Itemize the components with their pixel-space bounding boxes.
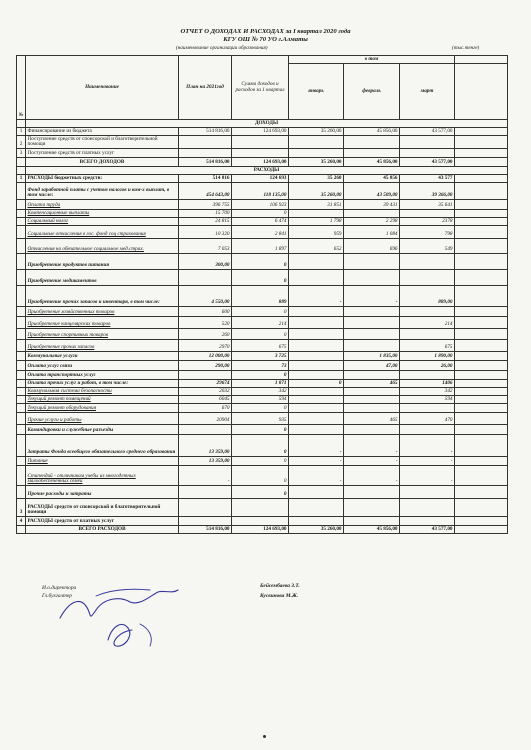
table-row: Оплата труда 396 755 106 923 31 851 39 431 35 641 <box>17 200 508 210</box>
table-row: 4 РАСХОДЫ средств от платных услуг <box>17 517 508 526</box>
col-name-header: Наименование <box>26 56 179 120</box>
col-plan-header: План на 2021год <box>179 56 232 120</box>
table-row: Коммунальная система безопасности 2032 342 342 <box>17 388 508 396</box>
col-intom-header: в том <box>289 56 455 64</box>
table-row: Затраты Фонда всеобщего обязательного среднего образования 13 359,00 0 - - - <box>17 435 508 457</box>
table-row: Текущий ремонт оборудования 670 0 <box>17 404 508 413</box>
organization-caption: (наименование организации образования) <box>176 45 268 51</box>
table-row: Приобретение продуктов питания 300,00 0 <box>17 254 508 270</box>
table-row: 3 Поступление средств от платных услуг <box>17 149 508 158</box>
table-row: Оплата прочих услуг и работ, в том числе: 29674 1 871 0 465 1406 <box>17 380 508 388</box>
table-row: Отчисления на обязательное социальное мед.страх. 7 053 1 897 652 696 549 <box>17 239 508 254</box>
expense-total-row: ВСЕГО РАСХОДОВ 514 816,00 124 693,00 35 260,00 45 856,00 43 577,00 <box>17 526 508 534</box>
col-feb-header: февраль <box>344 64 400 120</box>
table-row: Приобретение прочих запасов и инвентаря, в том числе: 4 550,00 889 - - 889,00 <box>17 286 508 307</box>
col-mar-header: март <box>400 64 455 120</box>
signature-image <box>0 570 531 660</box>
table-header-row <box>17 56 508 64</box>
income-total-row: ВСЕГО ДОХОДОВ 514 816,00 124 693,00 35 260,00 45 856,00 43 577,00 <box>17 158 508 167</box>
col-jan-header: январь <box>289 64 344 120</box>
table-row: 1 РАСХОДЫ бюджетных средств: 514 816 124 693 35 260 45 856 43 577 <box>17 175 508 183</box>
table-row: Компенсационные выплаты 15 700 0 <box>17 210 508 218</box>
table-row: Прочие расходы и затраты 0 <box>17 486 508 499</box>
table-row: Фонд заработной платы с учетом налогов и ком-х выплат, в том числе: 454 643,00 118 135,00 35 260,00 43 509,00 39 366,00 <box>17 183 508 200</box>
table-row: Питание 13 359,00 0 - - - <box>17 457 508 466</box>
table-row: Приобретение хозяйственных товаров 600 0 <box>17 307 508 317</box>
table-row: Приобретение спортивных товаров 260 0 <box>17 329 508 340</box>
page-mark <box>263 735 266 738</box>
accountant-title: Гл.бухгалтер <box>42 593 72 599</box>
table-row: Приобретение медикаментов 0 <box>17 270 508 286</box>
organization-name: КГУ ОШ № 70 УО г.Алматы <box>223 36 308 43</box>
section-row <box>17 167 508 175</box>
table-row: Прочие услуги и работы 20904 935 465 470 <box>17 413 508 425</box>
section-income: ДОХОДЫ <box>26 120 508 128</box>
director-title: И.о.директора <box>42 585 77 591</box>
table-row: Оплата транспортных услуг 0 <box>17 371 508 380</box>
table-row: Приобретение канцелярских товаров 520 214 214 <box>17 317 508 329</box>
table-row: 2 Поступление средств от спонсорской и благотворительной помощи <box>17 136 508 149</box>
table-row: Социальные отчисления в гос. фонд соц страхования 10 320 2 841 959 1 084 798 <box>17 226 508 239</box>
table-row: Стипендий - отличникам учебы из многодетных малообеспеченных семей - 0 - - - <box>17 466 508 486</box>
table-row: Социальный налог 24 815 6 474 1 798 2 298 2378 <box>17 218 508 226</box>
director-name: Бейсембаева З.Т. <box>260 583 300 589</box>
section-expense: РАСХОДЫ <box>26 167 508 175</box>
table-row: Коммунальные услуги 12 000,00 3 725 1 835,00 1 890,00 <box>17 352 508 361</box>
table-row: Текущий ремонт помещений 6045 594 594 <box>17 396 508 404</box>
table-row: 3 РАСХОДЫ средств от спонсорской и благотворительной помощи <box>17 499 508 517</box>
col-sum-header: Сумма доходов и расходов за 1 квартал <box>232 56 289 120</box>
section-row <box>17 120 508 128</box>
table-row: 1 Финансирование из бюджета 514 816,00 124 693,00 35 260,00 45 856,00 43 577,00 <box>17 128 508 136</box>
accountant-name: Кусвинова М.Ж. <box>260 593 299 599</box>
table-row: Оплата услуг связи 290,00 73 47,00 26,00 <box>17 361 508 371</box>
table-row: Приобретение прочих запасов 2970 675 675 <box>17 340 508 352</box>
report-title: ОТЧЕТ О ДОХОДАХ И РАСХОДАХ за I квартал 2020 года <box>180 28 351 35</box>
table-row: Командировки и служебные разъезды 0 <box>17 425 508 435</box>
units-note: (тыс.тенге) <box>452 45 480 51</box>
report-table <box>16 55 508 534</box>
col-num-header: № <box>17 56 26 120</box>
